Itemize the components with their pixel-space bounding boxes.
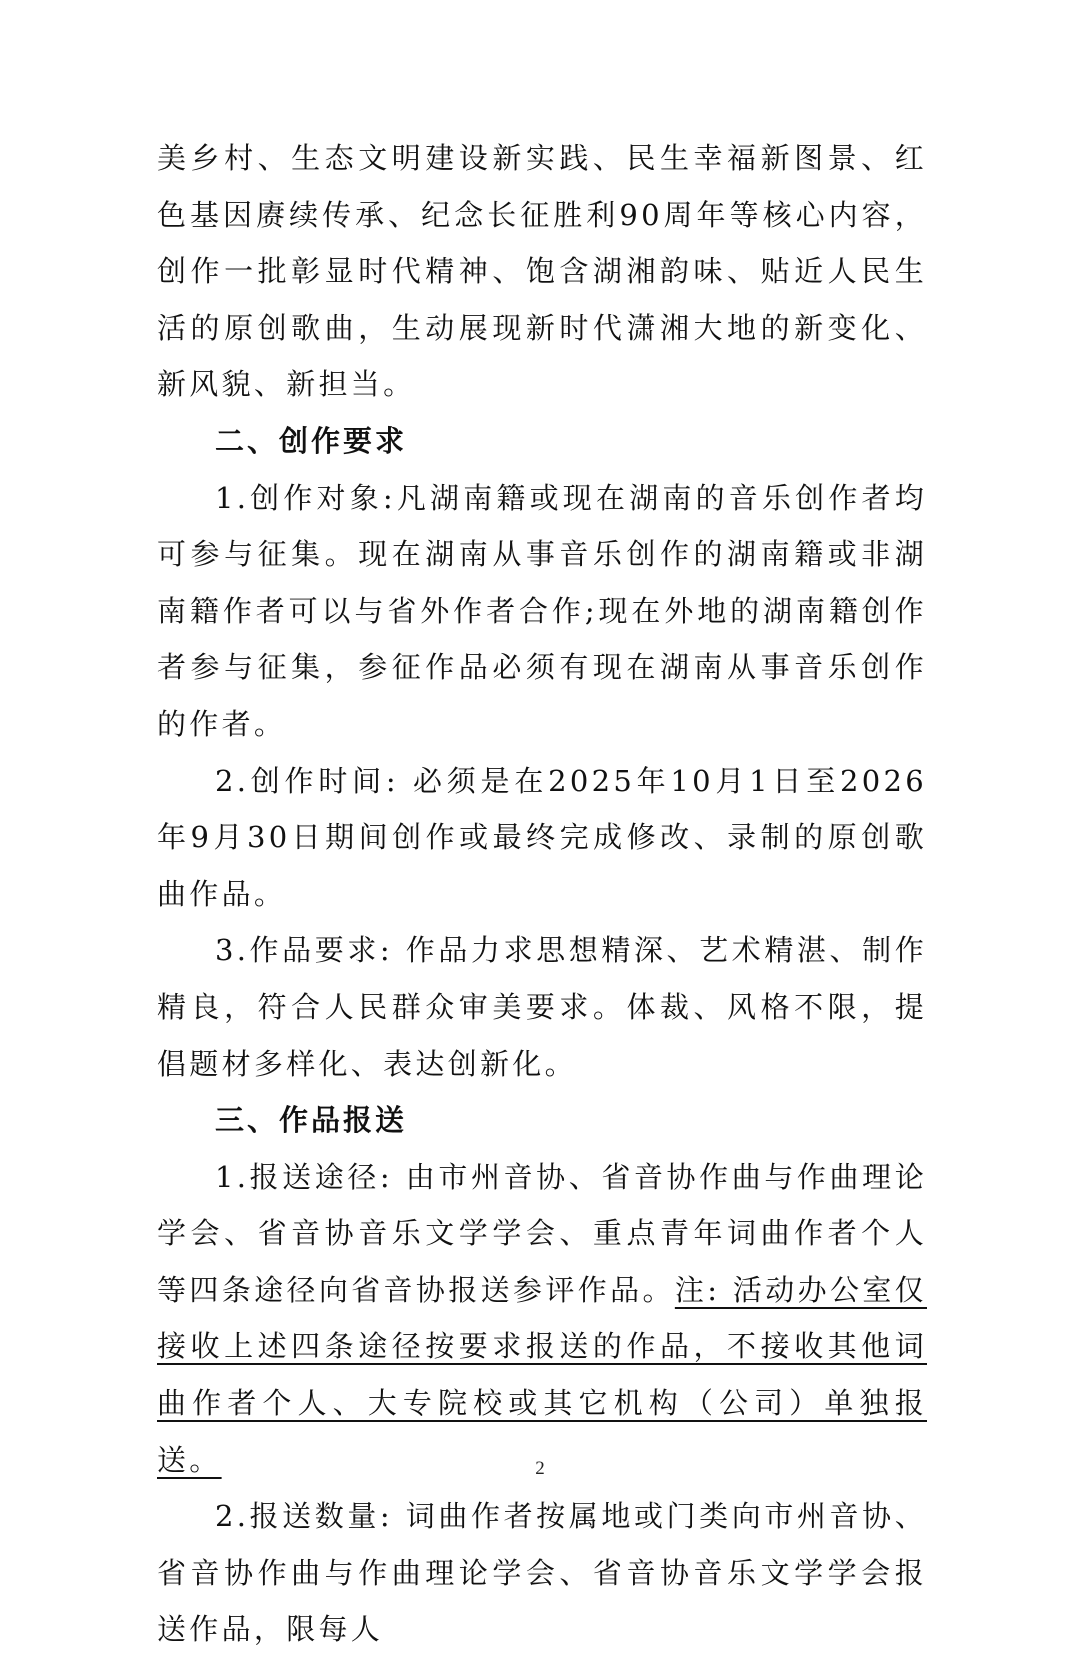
paragraph-work-requirements: 3.作品要求: 作品力求思想精深、艺术精湛、制作精良，符合人民群众审美要求。体裁、风格不限，提倡题材多样化、表达创新化。 xyxy=(157,933,927,1081)
submission-note-underlined: 注: 活动办公室仅接收上述四条途径按要求报送的作品，不接收其他词曲作者个人、大专院校或其它机构（公司）单独报送。 xyxy=(157,1272,927,1477)
document-body xyxy=(157,130,927,1658)
page-number: 2 xyxy=(535,1458,545,1479)
paragraph-creation-time: 2.创作时间: 必须是在2025年10月1日至2026年9月30日期间创作或最终完成修改、录制的原创歌曲作品。 xyxy=(157,763,927,911)
submission-channels-text: 1.报送途径: 由市州音协、省音协作曲与作曲理论学会、省音协音乐文学学会、重点青年词曲作者个人等四条途径向省音协报送参评作品。 xyxy=(157,1159,927,1307)
section-heading-work-submission: 三、作品报送 xyxy=(215,1103,408,1138)
paragraph-theme-continued: 美乡村、生态文明建设新实践、民生幸福新图景、红色基因赓续传承、纪念长征胜利90周年等核心内容，创作一批彰显时代精神、饱含湖湘韵味、贴近人民生活的原创歌曲，生动展现新时代潇湘大地的新变化、新风貌、新担当。 xyxy=(157,141,927,402)
paragraph-creation-subjects: 1.创作对象:凡湖南籍或现在湖南的音乐创作者均可参与征集。现在湖南从事音乐创作的湖南籍或非湖南籍作者可以与省外作者合作;现在外地的湖南籍创作者参与征集，参征作品必须有现在湖南从事音乐创作的作者。 xyxy=(157,480,927,741)
paragraph-submission-quantity: 2.报送数量: 词曲作者按属地或门类向市州音协、省音协作曲与作曲理论学会、省音协音乐文学学会报送作品，限每人 xyxy=(157,1499,927,1647)
section-heading-creation-requirements: 二、创作要求 xyxy=(215,423,408,458)
paragraph-submission-channels xyxy=(157,1149,927,1489)
